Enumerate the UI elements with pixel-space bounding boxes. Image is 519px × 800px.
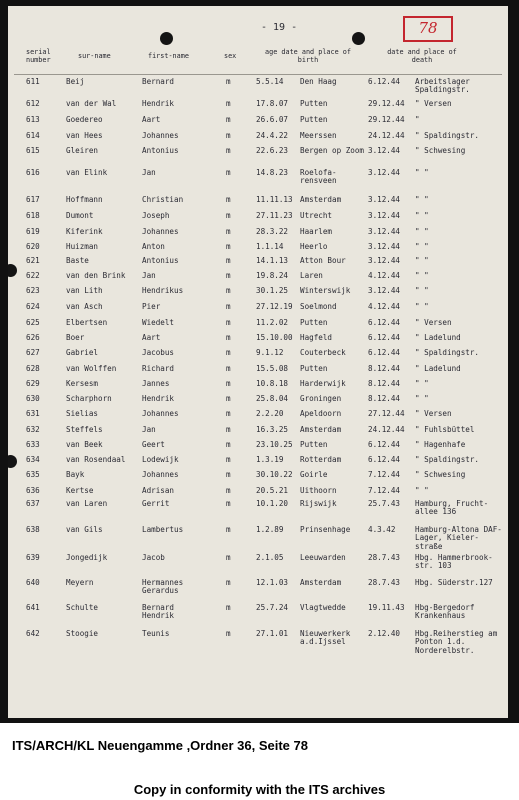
cell-no: 617: [26, 195, 40, 204]
table-row: [8, 169, 508, 186]
cell-sex: m: [226, 131, 231, 140]
cell-bdate: 30.10.22: [256, 470, 293, 479]
cell-bdate: 14.1.13: [256, 256, 289, 265]
cell-ddate: 8.12.44: [368, 394, 401, 403]
cell-ddate: 4.3.42: [368, 525, 396, 534]
cell-bplace: Putten: [300, 318, 328, 327]
cell-ddate: 8.12.44: [368, 364, 401, 373]
cell-bdate: 17.8.07: [256, 99, 289, 108]
cell-ddate: 3.12.44: [368, 146, 401, 155]
cell-first: Johannes: [142, 470, 179, 479]
cell-bdate: 27.11.23: [256, 211, 293, 220]
cell-ddate: 3.12.44: [368, 242, 401, 251]
cell-bplace: Meerssen: [300, 131, 337, 140]
table-row: [8, 579, 508, 596]
cell-ddate: 3.12.44: [368, 256, 401, 265]
cell-dplace: " ": [415, 271, 429, 280]
cell-bplace: Putten: [300, 440, 328, 449]
cell-no: 624: [26, 302, 40, 311]
header-sex: sex: [224, 52, 237, 60]
cell-bplace: Goirle: [300, 470, 328, 479]
cell-bdate: 22.6.23: [256, 146, 289, 155]
cell-sex: m: [226, 211, 231, 220]
cell-ddate: 7.12.44: [368, 486, 401, 495]
cell-surname: Steffels: [66, 425, 103, 434]
cell-bdate: 5.5.14: [256, 77, 284, 86]
cell-ddate: 3.12.44: [368, 286, 401, 295]
cell-surname: Elbertsen: [66, 318, 108, 327]
cell-first: Antonius: [142, 256, 179, 265]
cell-surname: van Laren: [66, 499, 108, 508]
cell-bplace: Harderwijk: [300, 379, 346, 388]
cell-first: Pier: [142, 302, 161, 311]
table-row: [8, 78, 508, 95]
cell-surname: van den Brink: [66, 271, 126, 280]
cell-first: Johannes: [142, 131, 179, 140]
cell-bdate: 23.10.25: [256, 440, 293, 449]
cell-bplace: Heerlo: [300, 242, 328, 251]
cell-sex: m: [226, 425, 231, 434]
cell-ddate: 3.12.44: [368, 211, 401, 220]
cell-sex: m: [226, 333, 231, 342]
cell-surname: Kersesm: [66, 379, 99, 388]
cell-bplace: Atton Bour: [300, 256, 346, 265]
cell-first: Jan: [142, 168, 156, 177]
cell-sex: m: [226, 409, 231, 418]
cell-bplace: Prinsenhage: [300, 525, 351, 534]
cell-dplace: Arbeitslager Spaldingstr.: [415, 77, 470, 95]
cell-ddate: 3.12.44: [368, 227, 401, 236]
cell-bplace: Putten: [300, 99, 328, 108]
cell-no: 616: [26, 168, 40, 177]
cell-no: 641: [26, 603, 40, 612]
cell-surname: van Gils: [66, 525, 103, 534]
cell-sex: m: [226, 271, 231, 280]
cell-sex: m: [226, 486, 231, 495]
cell-bdate: 9.1.12: [256, 348, 284, 357]
cell-first: Jacob: [142, 553, 165, 562]
cell-dplace: " Ladelund: [415, 364, 461, 373]
cell-first: Hermannes Gerardus: [142, 578, 184, 596]
cell-bdate: 25.8.04: [256, 394, 289, 403]
table-row: [8, 525, 508, 551]
cell-bdate: 26.6.07: [256, 115, 289, 124]
cell-sex: m: [226, 455, 231, 464]
cell-bplace: Uithoorn: [300, 486, 337, 495]
table-row: [8, 500, 508, 517]
cell-no: 631: [26, 409, 40, 418]
cell-dplace: " ": [415, 256, 429, 265]
cell-bplace: Amsterdam: [300, 578, 342, 587]
cell-first: Jan: [142, 271, 156, 280]
header-firstname: first-name: [148, 52, 189, 60]
cell-first: Johannes: [142, 409, 179, 418]
cell-bdate: 20.5.21: [256, 486, 289, 495]
cell-no: 628: [26, 364, 40, 373]
cell-surname: Huizman: [66, 242, 99, 251]
cell-bdate: 16.3.25: [256, 425, 289, 434]
cell-first: Hendrik: [142, 394, 175, 403]
cell-no: 612: [26, 99, 40, 108]
cell-bplace: Laren: [300, 271, 323, 280]
cell-ddate: 3.12.44: [368, 195, 401, 204]
cell-bplace: Rotterdam: [300, 455, 342, 464]
cell-sex: m: [226, 302, 231, 311]
cell-bdate: 10.8.18: [256, 379, 289, 388]
cell-ddate: 24.12.44: [368, 131, 405, 140]
cell-surname: Boer: [66, 333, 85, 342]
cell-bplace: Groningen: [300, 394, 342, 403]
cell-no: 637: [26, 499, 40, 508]
cell-ddate: 28.7.43: [368, 553, 401, 562]
header-death: date and place of death: [387, 48, 457, 64]
cell-no: 642: [26, 629, 40, 638]
cell-dplace: " ": [415, 486, 429, 495]
cell-bdate: 1.3.19: [256, 455, 284, 464]
table-row: [8, 147, 508, 164]
cell-surname: van der Wal: [66, 99, 117, 108]
cell-no: 629: [26, 379, 40, 388]
cell-bplace: Putten: [300, 364, 328, 373]
cell-no: 614: [26, 131, 40, 140]
header-birth: age date and place of birth: [265, 48, 351, 64]
cell-sex: m: [226, 348, 231, 357]
cell-surname: Stoogie: [66, 629, 99, 638]
cell-bdate: 2.1.05: [256, 553, 284, 562]
cell-first: Teunis: [142, 629, 170, 638]
cell-ddate: 8.12.44: [368, 379, 401, 388]
cell-first: Bernard Hendrik: [142, 603, 175, 621]
cell-ddate: 19.11.43: [368, 603, 405, 612]
cell-no: 618: [26, 211, 40, 220]
cell-ddate: 28.7.43: [368, 578, 401, 587]
cell-surname: Hoffmann: [66, 195, 103, 204]
cell-sex: m: [226, 603, 231, 612]
cell-sex: m: [226, 195, 231, 204]
cell-bplace: Putten: [300, 115, 328, 124]
cell-sex: m: [226, 286, 231, 295]
cell-bdate: 27.1.01: [256, 629, 289, 638]
cell-dplace: " Fuhlsbüttel: [415, 425, 475, 434]
cell-dplace: Hbg. Hammerbrook-str. 103: [415, 553, 493, 571]
cell-bplace: Couterbeck: [300, 348, 346, 357]
cell-dplace: " Hagenhafe: [415, 440, 466, 449]
cell-sex: m: [226, 115, 231, 124]
cell-surname: Gleiren: [66, 146, 99, 155]
cell-bplace: Rijswijk: [300, 499, 337, 508]
cell-bplace: Bergen op Zoom: [300, 146, 365, 155]
cell-bdate: 11.11.13: [256, 195, 293, 204]
cell-dplace: Hbg.Reiherstieg am Ponton 1.d. Norderelbstr.: [415, 629, 498, 655]
cell-sex: m: [226, 364, 231, 373]
cell-first: Christian: [142, 195, 184, 204]
cell-first: Hendrik: [142, 99, 175, 108]
cell-surname: Kiferink: [66, 227, 103, 236]
cell-no: 639: [26, 553, 40, 562]
cell-ddate: 6.12.44: [368, 77, 401, 86]
cell-dplace: Hamburg-Altona DAF-Lager, Kieler-straße: [415, 525, 502, 551]
cell-dplace: " Spaldingstr.: [415, 455, 480, 464]
cell-ddate: 24.12.44: [368, 425, 405, 434]
cell-sex: m: [226, 242, 231, 251]
cell-sex: m: [226, 499, 231, 508]
cell-no: 638: [26, 525, 40, 534]
cell-surname: Beij: [66, 77, 85, 86]
cell-bplace: Hagfeld: [300, 333, 333, 342]
cell-ddate: 4.12.44: [368, 271, 401, 280]
cell-ddate: 25.7.43: [368, 499, 401, 508]
cell-dplace: ": [415, 115, 420, 124]
cell-dplace: " ": [415, 211, 429, 220]
cell-no: 611: [26, 77, 40, 86]
cell-dplace: " ": [415, 227, 429, 236]
table-row: [8, 554, 508, 571]
cell-bplace: Vlagtwedde: [300, 603, 346, 612]
cell-bdate: 14.8.23: [256, 168, 289, 177]
cell-ddate: 7.12.44: [368, 470, 401, 479]
cell-sex: m: [226, 168, 231, 177]
cell-dplace: " Ladelund: [415, 333, 461, 342]
cell-bdate: 24.4.22: [256, 131, 289, 140]
cell-surname: Sielias: [66, 409, 99, 418]
cell-no: 613: [26, 115, 40, 124]
cell-first: Bernard: [142, 77, 175, 86]
cell-no: 633: [26, 440, 40, 449]
cell-no: 622: [26, 271, 40, 280]
cell-surname: Kertse: [66, 486, 94, 495]
cell-bplace: Winterswijk: [300, 286, 351, 295]
cell-no: 632: [26, 425, 40, 434]
cell-bdate: 10.1.20: [256, 499, 289, 508]
cell-surname: Baste: [66, 256, 89, 265]
cell-bdate: 28.3.22: [256, 227, 289, 236]
cell-first: Aart: [142, 333, 161, 342]
cell-first: Joseph: [142, 211, 170, 220]
cell-surname: Gabriel: [66, 348, 99, 357]
archive-reference: ITS/ARCH/KL Neuengamme ,Ordner 36, Seite 78: [12, 738, 308, 753]
cell-surname: Schulte: [66, 603, 99, 612]
cell-no: 620: [26, 242, 40, 251]
cell-no: 634: [26, 455, 40, 464]
cell-first: Adrisan: [142, 486, 175, 495]
cell-first: Anton: [142, 242, 165, 251]
cell-first: Lodewijk: [142, 455, 179, 464]
cell-surname: Jongedijk: [66, 553, 108, 562]
cell-dplace: " Schwesing: [415, 470, 466, 479]
cell-surname: Bayk: [66, 470, 85, 479]
cell-first: Aart: [142, 115, 161, 124]
cell-sex: m: [226, 99, 231, 108]
cell-ddate: 2.12.40: [368, 629, 401, 638]
cell-bplace: Roelofa-rensveen: [300, 168, 337, 186]
cell-first: Johannes: [142, 227, 179, 236]
cell-no: 615: [26, 146, 40, 155]
cell-sex: m: [226, 525, 231, 534]
cell-dplace: " Versen: [415, 409, 452, 418]
table-row: [8, 629, 508, 655]
cell-surname: van Hees: [66, 131, 103, 140]
cell-first: Antonius: [142, 146, 179, 155]
cell-dplace: " Schwesing: [415, 146, 466, 155]
cell-no: 635: [26, 470, 40, 479]
cell-sex: m: [226, 470, 231, 479]
cell-bdate: 1.2.89: [256, 525, 284, 534]
cell-dplace: Hbg-Bergedorf Krankenhaus: [415, 603, 475, 621]
cell-dplace: " Versen: [415, 318, 452, 327]
cell-no: 636: [26, 486, 40, 495]
cell-dplace: " ": [415, 242, 429, 251]
cell-bdate: 2.2.20: [256, 409, 284, 418]
cell-surname: van Lith: [66, 286, 103, 295]
cell-bdate: 19.8.24: [256, 271, 289, 280]
cell-no: 619: [26, 227, 40, 236]
cell-bplace: Nieuwerkerk a.d.Ijssel: [300, 629, 351, 647]
punch-hole-icon: [352, 32, 365, 45]
cell-sex: m: [226, 553, 231, 562]
cell-no: 625: [26, 318, 40, 327]
cell-surname: van Elink: [66, 168, 108, 177]
cell-ddate: 6.12.44: [368, 455, 401, 464]
cell-first: Geert: [142, 440, 165, 449]
cell-surname: van Beek: [66, 440, 103, 449]
cell-bplace: Soelmond: [300, 302, 337, 311]
document-page: [8, 6, 508, 718]
cell-bdate: 27.12.19: [256, 302, 293, 311]
cell-bplace: Haarlem: [300, 227, 333, 236]
cell-ddate: 3.12.44: [368, 168, 401, 177]
conformity-note: Copy in conformity with the ITS archives: [133, 782, 386, 797]
cell-first: Wiedelt: [142, 318, 175, 327]
cell-dplace: " Spaldingstr.: [415, 131, 480, 140]
cell-dplace: " ": [415, 394, 429, 403]
punch-hole-icon: [160, 32, 173, 45]
cell-bdate: 11.2.02: [256, 318, 289, 327]
header-serial: serial number: [26, 48, 51, 64]
page-number: - 19 -: [261, 22, 298, 33]
cell-ddate: 6.12.44: [368, 318, 401, 327]
cell-bplace: Amsterdam: [300, 425, 342, 434]
cell-dplace: Hbg. Süderstr.127: [415, 578, 493, 587]
cell-dplace: Hamburg, Frucht-allee 136: [415, 499, 489, 517]
cell-sex: m: [226, 379, 231, 388]
cell-bdate: 25.7.24: [256, 603, 289, 612]
cell-sex: m: [226, 227, 231, 236]
cell-surname: van Wolffen: [66, 364, 117, 373]
cell-bdate: 15.5.08: [256, 364, 289, 373]
cell-sex: m: [226, 146, 231, 155]
cell-ddate: 6.12.44: [368, 348, 401, 357]
cell-no: 627: [26, 348, 40, 357]
cell-ddate: 4.12.44: [368, 302, 401, 311]
cell-first: Lambertus: [142, 525, 184, 534]
cell-bdate: 15.10.00: [256, 333, 293, 342]
cell-first: Jannes: [142, 379, 170, 388]
cell-ddate: 27.12.44: [368, 409, 405, 418]
cell-first: Hendrikus: [142, 286, 184, 295]
cell-dplace: " ": [415, 379, 429, 388]
table-row: [8, 604, 508, 621]
cell-first: Jan: [142, 425, 156, 434]
cell-dplace: " ": [415, 195, 429, 204]
cell-sex: m: [226, 440, 231, 449]
cell-sex: m: [226, 77, 231, 86]
cell-sex: m: [226, 256, 231, 265]
cell-no: 621: [26, 256, 40, 265]
cell-dplace: " ": [415, 168, 429, 177]
cell-bplace: Leeuwarden: [300, 553, 346, 562]
cell-sex: m: [226, 578, 231, 587]
cell-bdate: 30.1.25: [256, 286, 289, 295]
cell-surname: Goedereo: [66, 115, 103, 124]
header-divider: [14, 74, 502, 75]
cell-dplace: " Versen: [415, 99, 452, 108]
cell-surname: van Rosendaal: [66, 455, 126, 464]
cell-surname: Dumont: [66, 211, 94, 220]
cell-bdate: 12.1.03: [256, 578, 289, 587]
cell-first: Richard: [142, 364, 175, 373]
cell-dplace: " ": [415, 302, 429, 311]
cell-sex: m: [226, 394, 231, 403]
cell-no: 626: [26, 333, 40, 342]
cell-dplace: " Spaldingstr.: [415, 348, 480, 357]
cell-surname: van Asch: [66, 302, 103, 311]
cell-dplace: " ": [415, 286, 429, 295]
archive-stamp: 78: [403, 16, 453, 42]
cell-ddate: 6.12.44: [368, 333, 401, 342]
cell-ddate: 29.12.44: [368, 115, 405, 124]
cell-bplace: Apeldoorn: [300, 409, 342, 418]
cell-surname: Meyern: [66, 578, 94, 587]
cell-first: Jacobus: [142, 348, 175, 357]
cell-sex: m: [226, 629, 231, 638]
header-surname: sur-name: [78, 52, 111, 60]
cell-bplace: Utrecht: [300, 211, 333, 220]
cell-no: 630: [26, 394, 40, 403]
cell-sex: m: [226, 318, 231, 327]
cell-ddate: 29.12.44: [368, 99, 405, 108]
cell-bplace: Den Haag: [300, 77, 337, 86]
cell-bplace: Amsterdam: [300, 195, 342, 204]
cell-no: 623: [26, 286, 40, 295]
cell-ddate: 6.12.44: [368, 440, 401, 449]
cell-surname: Scharphorn: [66, 394, 112, 403]
cell-no: 640: [26, 578, 40, 587]
cell-bdate: 1.1.14: [256, 242, 284, 251]
cell-first: Gerrit: [142, 499, 170, 508]
